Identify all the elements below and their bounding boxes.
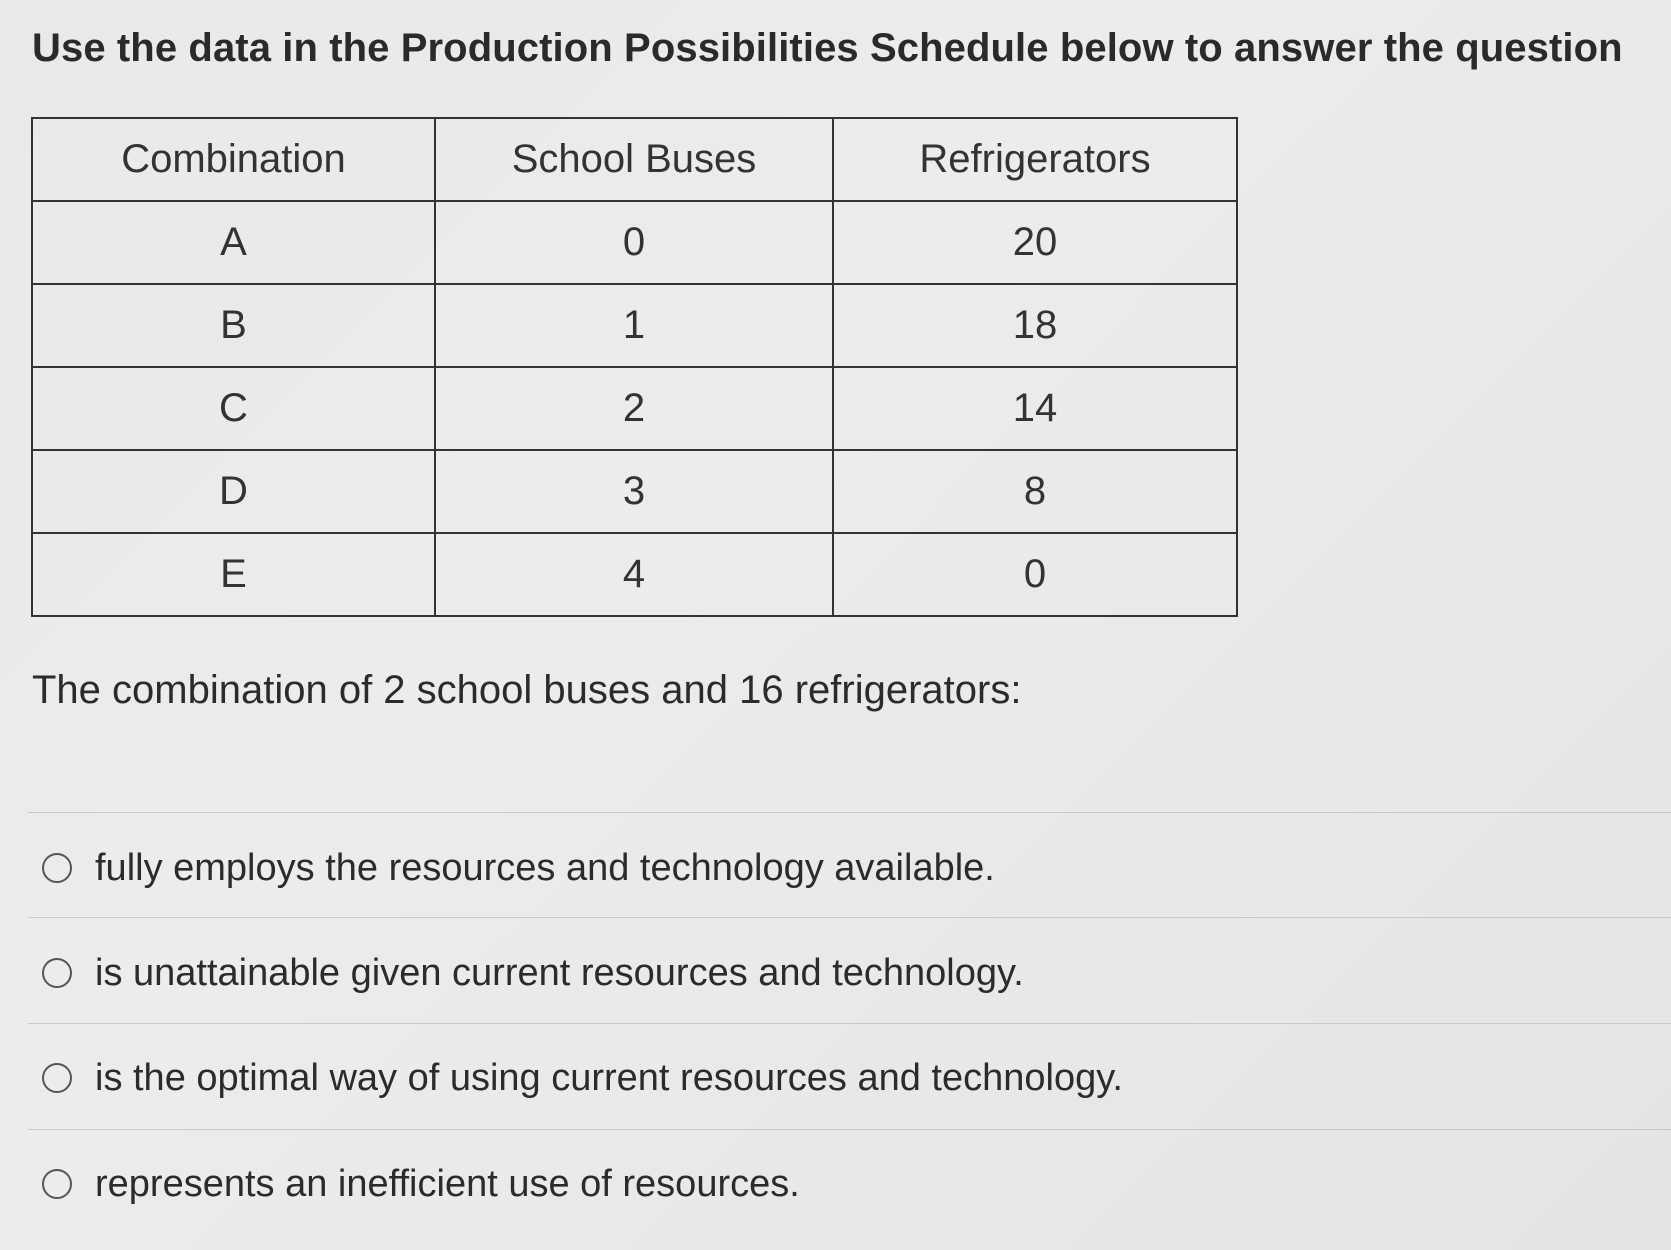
radio-button[interactable] xyxy=(42,1063,72,1093)
question-heading: Use the data in the Production Possibilities Schedule below to answer the question xyxy=(32,26,1623,70)
cell-combination: A xyxy=(32,201,435,284)
cell-refrigerators: 8 xyxy=(833,450,1237,533)
column-header-school-buses: School Buses xyxy=(435,118,833,201)
radio-button[interactable] xyxy=(42,1169,72,1199)
cell-combination: D xyxy=(32,450,435,533)
cell-refrigerators: 18 xyxy=(833,284,1237,367)
cell-combination: B xyxy=(32,284,435,367)
column-header-refrigerators: Refrigerators xyxy=(833,118,1237,201)
answer-option-label: fully employs the resources and technology available. xyxy=(95,846,995,889)
production-possibilities-table xyxy=(31,117,1238,617)
table-row xyxy=(32,450,1237,533)
answer-option-3[interactable] xyxy=(42,1048,1123,1108)
cell-school-buses: 4 xyxy=(435,533,833,616)
divider xyxy=(28,1023,1671,1024)
cell-combination: E xyxy=(32,533,435,616)
cell-refrigerators: 0 xyxy=(833,533,1237,616)
table-row xyxy=(32,201,1237,284)
answer-option-label: is unattainable given current resources and technology. xyxy=(95,951,1024,994)
answer-option-4[interactable] xyxy=(42,1154,800,1214)
cell-combination: C xyxy=(32,367,435,450)
question-text: The combination of 2 school buses and 16 refrigerators: xyxy=(32,668,1022,712)
answer-option-2[interactable] xyxy=(42,943,1024,1003)
cell-school-buses: 0 xyxy=(435,201,833,284)
cell-refrigerators: 14 xyxy=(833,367,1237,450)
table-row xyxy=(32,533,1237,616)
divider xyxy=(28,917,1671,918)
table-row xyxy=(32,367,1237,450)
divider xyxy=(28,812,1671,813)
table-row xyxy=(32,284,1237,367)
cell-school-buses: 2 xyxy=(435,367,833,450)
radio-button[interactable] xyxy=(42,853,72,883)
answer-option-1[interactable] xyxy=(42,838,995,898)
radio-button[interactable] xyxy=(42,958,72,988)
cell-school-buses: 3 xyxy=(435,450,833,533)
column-header-combination: Combination xyxy=(32,118,435,201)
answer-option-label: represents an inefficient use of resources. xyxy=(95,1162,800,1205)
cell-refrigerators: 20 xyxy=(833,201,1237,284)
answer-option-label: is the optimal way of using current resources and technology. xyxy=(95,1056,1123,1099)
table-header-row xyxy=(32,118,1237,201)
cell-school-buses: 1 xyxy=(435,284,833,367)
divider xyxy=(28,1129,1671,1130)
